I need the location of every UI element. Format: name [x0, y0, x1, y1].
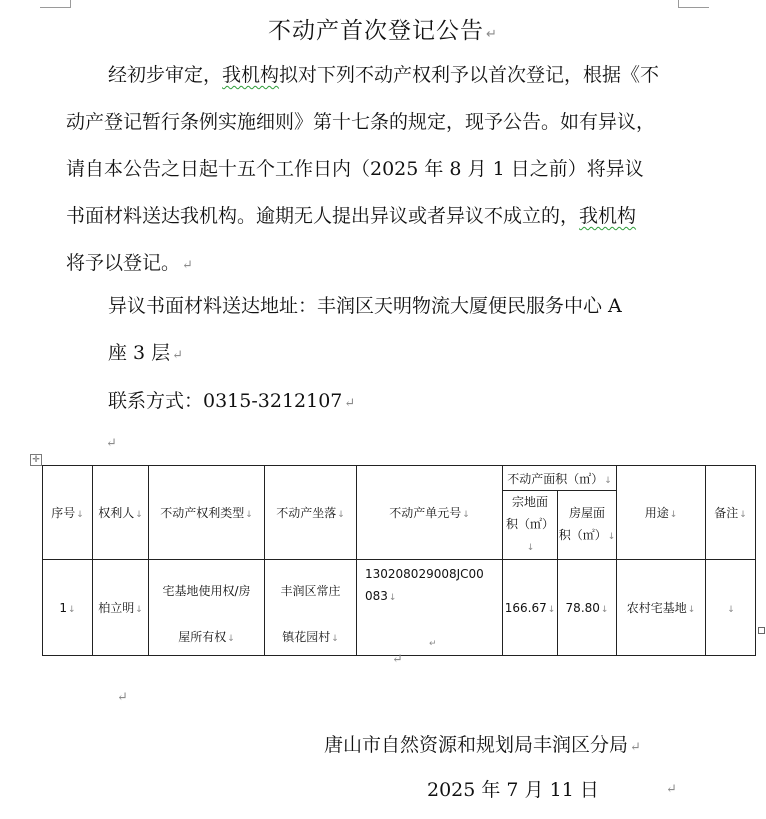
issuing-organization: 唐山市自然资源和规划局丰润区分局 ↵: [324, 734, 641, 756]
contact-line: 联系方式：0315-3212107 ↵: [108, 390, 356, 412]
registration-table: [42, 465, 756, 656]
table-move-handle[interactable]: ✛: [30, 454, 42, 466]
cell-holder: 柏立明↓: [93, 560, 149, 656]
cell-usage: 农村宅基地↓: [617, 560, 706, 656]
cell-right-type: 宅基地使用权/房 屋所有权↓: [149, 560, 265, 656]
paragraph-mark: ↵: [666, 782, 677, 797]
header-usage: 用途↓: [617, 466, 706, 560]
cell-land-area: 166.67↓: [503, 560, 558, 656]
header-unit-no: 不动产单元号↓: [357, 466, 503, 560]
cell-unit-no: 130208029008JC00 083↓ ↵: [357, 560, 503, 656]
cell-house-area: 78.80↓: [558, 560, 617, 656]
paragraph-mark: ↵: [106, 436, 117, 451]
header-area-group: 不动产面积（㎡）↓: [503, 466, 617, 491]
address-paragraph: 异议书面材料送达地址：丰润区天明物流大厦便民服务中心 A 座 3 层 ↵: [108, 295, 622, 364]
paragraph-mark: ↵: [182, 258, 193, 273]
header-right-type: 不动产权利类型↓: [149, 466, 265, 560]
paragraph-mark: ↵: [344, 396, 356, 411]
paragraph-mark: ↵: [117, 690, 128, 705]
paragraph-mark: ↵: [486, 27, 498, 42]
header-holder: 权利人↓: [93, 466, 149, 560]
cell-seq: 1↓: [43, 560, 93, 656]
cell-remark: ↓: [706, 560, 756, 656]
page-corner-mark-left: [40, 0, 71, 8]
issue-date: 2025 年 7 月 11 日: [427, 779, 599, 801]
table-resize-handle[interactable]: [758, 627, 765, 634]
paragraph-mark: ↵: [630, 740, 641, 755]
paragraph-mark: ↵: [392, 652, 403, 667]
document-title: 不动产首次登记公告 ↵: [268, 18, 498, 44]
header-location: 不动产坐落↓: [265, 466, 357, 560]
grammar-flag: 我机构: [579, 205, 637, 227]
grammar-flag: 我机构: [222, 64, 280, 86]
notice-paragraph: 经初步审定，我机构拟对下列不动产权利予以首次登记，根据《不 动产登记暂行条例实施细则》第十七条的规定，现予公告。如有异议， 请自本公告之日起十五个工作日内（2025 年 8 月 1 日之前）将异议 书面材料送达我机构。逾期无人提出异议或者异议不成立的，我机构 将予以登记。 ↵: [66, 64, 660, 274]
cell-location: 丰润区常庄 镇花园村↓: [265, 560, 357, 656]
table-header-row: [43, 466, 756, 491]
header-house-area: 房屋面 积（㎡）↓: [558, 491, 617, 560]
header-land-area: 宗地面 积（㎡）↓: [503, 491, 558, 560]
header-seq: 序号↓: [43, 466, 93, 560]
page-corner-mark-right: [678, 0, 709, 8]
paragraph-mark: ↵: [172, 348, 184, 363]
header-remark: 备注↓: [706, 466, 756, 560]
table-row: [43, 560, 756, 656]
